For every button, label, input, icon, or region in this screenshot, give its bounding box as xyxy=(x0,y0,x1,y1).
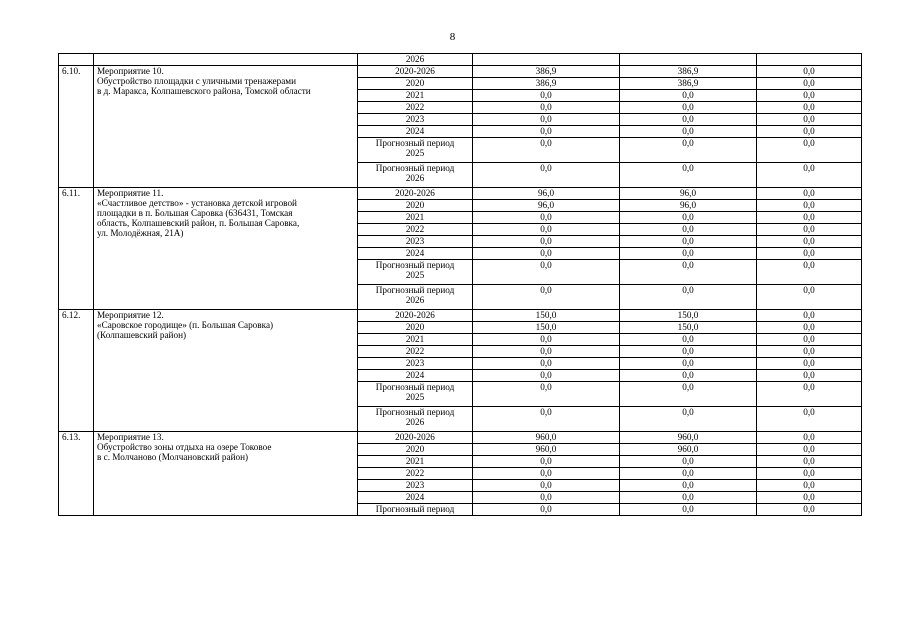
value-total-cell: 96,0 xyxy=(473,200,620,212)
period-cell: 2023 xyxy=(358,114,473,126)
value-budget-cell: 0,0 xyxy=(620,212,757,224)
value-other-cell: 0,0 xyxy=(757,126,862,138)
value-budget-cell: 386,9 xyxy=(620,66,757,78)
value-other-cell: 0,0 xyxy=(757,90,862,102)
value-total-cell: 0,0 xyxy=(473,212,620,224)
value-total-cell: 0,0 xyxy=(473,126,620,138)
value-total-cell: 0,0 xyxy=(473,90,620,102)
measure-number: 6.12. xyxy=(59,310,94,432)
value-other-cell: 0,0 xyxy=(757,78,862,90)
value-other-cell: 0,0 xyxy=(757,504,862,516)
value-budget-cell: 0,0 xyxy=(620,138,757,163)
value-budget-cell: 0,0 xyxy=(620,260,757,285)
period-cell: Прогнозный период 2025 xyxy=(358,260,473,285)
value-other-cell: 0,0 xyxy=(757,236,862,248)
measure-name: Мероприятие 10. Обустройство площадки с уличными тренажерами в д. Маракса, Колпашевского района, Томской области xyxy=(94,66,358,188)
value-total-cell: 0,0 xyxy=(473,236,620,248)
value-budget-cell: 0,0 xyxy=(620,492,757,504)
value-other-cell: 0,0 xyxy=(757,248,862,260)
measure-number: 6.10. xyxy=(59,66,94,188)
value-other-cell: 0,0 xyxy=(757,102,862,114)
value-budget-cell: 0,0 xyxy=(620,126,757,138)
value-total-cell: 0,0 xyxy=(473,114,620,126)
value-other-cell: 0,0 xyxy=(757,212,862,224)
value-total-cell: 150,0 xyxy=(473,322,620,334)
value-other-cell: 0,0 xyxy=(757,382,862,407)
value-total-cell: 150,0 xyxy=(473,310,620,322)
value-budget-cell: 960,0 xyxy=(620,444,757,456)
value-total-cell: 0,0 xyxy=(473,456,620,468)
value-total-cell: 0,0 xyxy=(473,260,620,285)
name-cell xyxy=(94,54,358,66)
period-cell: Прогнозный период 2026 xyxy=(358,407,473,432)
value-other-cell: 0,0 xyxy=(757,334,862,346)
value-total-cell: 96,0 xyxy=(473,188,620,200)
num-cell xyxy=(59,54,94,66)
value-other-cell: 0,0 xyxy=(757,444,862,456)
period-cell: 2023 xyxy=(358,358,473,370)
period-cell: 2021 xyxy=(358,456,473,468)
period-cell: 2020-2026 xyxy=(358,188,473,200)
value-other-cell: 0,0 xyxy=(757,492,862,504)
value-budget-cell: 0,0 xyxy=(620,346,757,358)
table-row xyxy=(59,188,862,200)
value-other-cell: 0,0 xyxy=(757,456,862,468)
value-total-cell: 0,0 xyxy=(473,407,620,432)
value-budget-cell: 0,0 xyxy=(620,102,757,114)
period-cell: 2023 xyxy=(358,480,473,492)
value-total-cell: 0,0 xyxy=(473,358,620,370)
value-total-cell: 386,9 xyxy=(473,66,620,78)
period-cell: 2020 xyxy=(358,78,473,90)
period-cell: 2020-2026 xyxy=(358,66,473,78)
value-budget-cell: 0,0 xyxy=(620,163,757,188)
value-total-cell: 0,0 xyxy=(473,468,620,480)
value-budget-cell: 0,0 xyxy=(620,224,757,236)
value-budget-cell: 0,0 xyxy=(620,236,757,248)
value-other-cell: 0,0 xyxy=(757,310,862,322)
value-budget-cell: 150,0 xyxy=(620,310,757,322)
period-cell: 2020-2026 xyxy=(358,432,473,444)
value-total-cell: 960,0 xyxy=(473,432,620,444)
value-budget-cell: 0,0 xyxy=(620,504,757,516)
value-other-cell: 0,0 xyxy=(757,224,862,236)
value-other-cell: 0,0 xyxy=(757,480,862,492)
value-budget-cell: 960,0 xyxy=(620,432,757,444)
value-other-cell: 0,0 xyxy=(757,322,862,334)
period-cell: Прогнозный период 2025 xyxy=(358,382,473,407)
value-budget-cell: 96,0 xyxy=(620,200,757,212)
page-number: 8 xyxy=(449,31,456,43)
period-cell: 2021 xyxy=(358,334,473,346)
value-budget-cell: 0,0 xyxy=(620,480,757,492)
period-cell: 2021 xyxy=(358,212,473,224)
value-budget-cell: 0,0 xyxy=(620,114,757,126)
value-other-cell: 0,0 xyxy=(757,200,862,212)
value-cell xyxy=(473,54,620,66)
value-budget-cell: 0,0 xyxy=(620,334,757,346)
period-cell: 2021 xyxy=(358,90,473,102)
table-row xyxy=(59,54,862,66)
measure-name: Мероприятие 13. Обустройство зоны отдыха на озере Токовое в с. Молчаново (Молчановский район) xyxy=(94,432,358,516)
period-cell: 2024 xyxy=(358,248,473,260)
value-budget-cell: 0,0 xyxy=(620,382,757,407)
value-cell xyxy=(620,54,757,66)
value-total-cell: 0,0 xyxy=(473,480,620,492)
measure-name: Мероприятие 11. «Счастливое детство» - установка детской игровой площадки в п. Большая Саровка (636431, Томская область, Колпашевский район, п. Большая Саровка, ул. Молодёжная, 21А) xyxy=(94,188,358,310)
value-total-cell: 960,0 xyxy=(473,444,620,456)
value-total-cell: 0,0 xyxy=(473,346,620,358)
period-cell: 2022 xyxy=(358,224,473,236)
value-other-cell: 0,0 xyxy=(757,358,862,370)
value-budget-cell: 0,0 xyxy=(620,358,757,370)
period-cell: 2020-2026 xyxy=(358,310,473,322)
value-budget-cell: 0,0 xyxy=(620,90,757,102)
period-cell: Прогнозный период 2025 xyxy=(358,138,473,163)
value-other-cell: 0,0 xyxy=(757,66,862,78)
value-total-cell: 0,0 xyxy=(473,248,620,260)
period-cell: 2020 xyxy=(358,444,473,456)
value-other-cell: 0,0 xyxy=(757,188,862,200)
value-other-cell: 0,0 xyxy=(757,370,862,382)
value-cell xyxy=(757,54,862,66)
period-cell: 2020 xyxy=(358,200,473,212)
value-total-cell: 0,0 xyxy=(473,138,620,163)
period-cell: 2026 xyxy=(358,54,473,66)
table-row xyxy=(59,432,862,444)
value-other-cell: 0,0 xyxy=(757,114,862,126)
value-budget-cell: 0,0 xyxy=(620,285,757,310)
period-cell: 2024 xyxy=(358,126,473,138)
period-cell: Прогнозный период 2026 xyxy=(358,163,473,188)
value-total-cell: 386,9 xyxy=(473,78,620,90)
value-total-cell: 0,0 xyxy=(473,370,620,382)
period-cell: 2022 xyxy=(358,468,473,480)
value-budget-cell: 150,0 xyxy=(620,322,757,334)
period-cell: 2023 xyxy=(358,236,473,248)
period-cell: 2020 xyxy=(358,322,473,334)
value-total-cell: 0,0 xyxy=(473,102,620,114)
value-total-cell: 0,0 xyxy=(473,285,620,310)
value-budget-cell: 96,0 xyxy=(620,188,757,200)
budget-table xyxy=(58,53,862,516)
value-other-cell: 0,0 xyxy=(757,468,862,480)
period-cell: 2024 xyxy=(358,492,473,504)
value-total-cell: 0,0 xyxy=(473,334,620,346)
measure-name: Мероприятие 12. «Саровское городище» (п. Большая Саровка) (Колпашевский район) xyxy=(94,310,358,432)
period-cell: Прогнозный период xyxy=(358,504,473,516)
measure-number: 6.13. xyxy=(59,432,94,516)
value-other-cell: 0,0 xyxy=(757,285,862,310)
value-budget-cell: 0,0 xyxy=(620,468,757,480)
value-budget-cell: 0,0 xyxy=(620,248,757,260)
value-total-cell: 0,0 xyxy=(473,492,620,504)
value-budget-cell: 0,0 xyxy=(620,456,757,468)
value-total-cell: 0,0 xyxy=(473,163,620,188)
table-row xyxy=(59,66,862,78)
value-other-cell: 0,0 xyxy=(757,346,862,358)
value-other-cell: 0,0 xyxy=(757,163,862,188)
value-budget-cell: 0,0 xyxy=(620,407,757,432)
value-budget-cell: 386,9 xyxy=(620,78,757,90)
value-other-cell: 0,0 xyxy=(757,432,862,444)
value-budget-cell: 0,0 xyxy=(620,370,757,382)
measure-number: 6.11. xyxy=(59,188,94,310)
value-total-cell: 0,0 xyxy=(473,224,620,236)
period-cell: 2022 xyxy=(358,102,473,114)
period-cell: Прогнозный период 2026 xyxy=(358,285,473,310)
value-total-cell: 0,0 xyxy=(473,504,620,516)
value-other-cell: 0,0 xyxy=(757,260,862,285)
value-total-cell: 0,0 xyxy=(473,382,620,407)
table-row xyxy=(59,310,862,322)
value-other-cell: 0,0 xyxy=(757,407,862,432)
period-cell: 2024 xyxy=(358,370,473,382)
period-cell: 2022 xyxy=(358,346,473,358)
value-other-cell: 0,0 xyxy=(757,138,862,163)
